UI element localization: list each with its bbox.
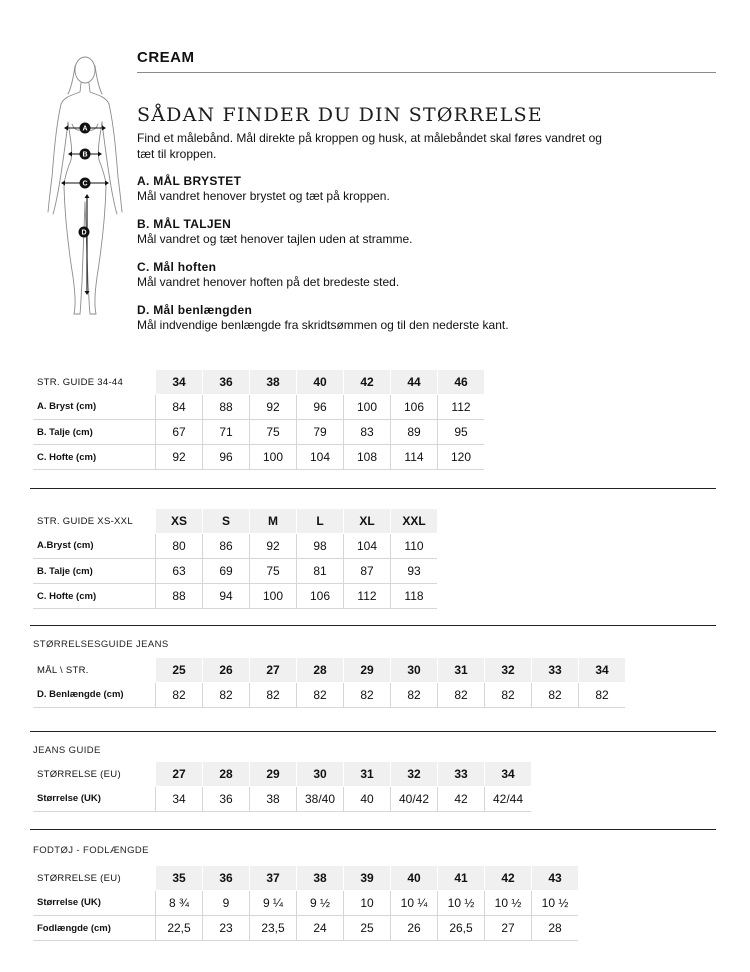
instruction-text: Mål indvendige benlængde fra skridtsømmen og til den nederste kant. <box>137 318 509 332</box>
table-cell: 92 <box>156 445 203 470</box>
table-header-row <box>33 762 531 787</box>
size-column-header: 42 <box>344 370 391 395</box>
table-cell: 38/40 <box>297 787 344 812</box>
instruction-hip <box>137 260 657 290</box>
table-cell: 82 <box>250 683 297 708</box>
table-cell: 25 <box>344 916 391 941</box>
size-column-header: S <box>203 509 250 534</box>
table-cell: 26,5 <box>438 916 485 941</box>
section-title-footwear: FODTØJ - FODLÆNGDE <box>33 845 149 856</box>
table-cell: 96 <box>203 445 250 470</box>
table-cell: 83 <box>344 420 391 445</box>
table-cell: 40/42 <box>391 787 438 812</box>
table-cell: 87 <box>344 559 391 584</box>
table-cell: 79 <box>297 420 344 445</box>
table-cell: 98 <box>297 534 344 559</box>
table-cell: 96 <box>297 395 344 420</box>
table-cell: 75 <box>250 559 297 584</box>
brand-underline <box>137 72 716 73</box>
table-cell: 82 <box>156 683 203 708</box>
row-label: D. Benlængde (cm) <box>33 683 156 708</box>
table-cell: 82 <box>344 683 391 708</box>
table-cell: 42/44 <box>485 787 532 812</box>
table-cell: 108 <box>344 445 391 470</box>
table-cell: 106 <box>391 395 438 420</box>
instruction-inseam <box>137 303 657 333</box>
table-cell: 82 <box>485 683 532 708</box>
row-label: Størrelse (UK) <box>33 787 156 812</box>
table-cell: 42 <box>438 787 485 812</box>
table-cell: 86 <box>203 534 250 559</box>
table-cell: 100 <box>250 445 297 470</box>
size-column-header: 46 <box>438 370 485 395</box>
table-cell: 82 <box>391 683 438 708</box>
table-cell: 93 <box>391 559 438 584</box>
size-column-header: 38 <box>250 370 297 395</box>
instruction-title: C. Mål hoften <box>137 260 217 274</box>
table-cell: 82 <box>203 683 250 708</box>
table-cell: 88 <box>203 395 250 420</box>
size-column-header: M <box>250 509 297 534</box>
size-column-header: 38 <box>297 866 344 891</box>
size-column-header: 28 <box>297 658 344 683</box>
table-cell: 10 ¼ <box>391 891 438 916</box>
table-cell: 10 ½ <box>438 891 485 916</box>
footwear-size-table <box>33 866 578 941</box>
size-column-header: XXL <box>391 509 438 534</box>
table-cell: 106 <box>297 584 344 609</box>
table-cell: 92 <box>250 534 297 559</box>
table-cell: 110 <box>391 534 438 559</box>
table-row <box>33 891 578 916</box>
instruction-title: D. Mål benlængden <box>137 303 253 317</box>
size-column-header: 27 <box>156 762 203 787</box>
table-cell: 112 <box>344 584 391 609</box>
table-cell: 9 <box>203 891 250 916</box>
table-cell: 82 <box>297 683 344 708</box>
table-row <box>33 534 437 559</box>
table-header-label: STR. GUIDE XS-XXL <box>37 515 133 527</box>
instruction-title: B. MÅL TALJEN <box>137 217 232 231</box>
size-column-header: 33 <box>532 658 579 683</box>
brand-name: CREAM <box>137 49 195 66</box>
table-cell: 89 <box>391 420 438 445</box>
section-divider <box>30 625 716 626</box>
size-column-header: 39 <box>344 866 391 891</box>
table-cell: 80 <box>156 534 203 559</box>
size-column-header: 32 <box>391 762 438 787</box>
marker-a-label: A <box>82 125 88 133</box>
size-column-header: 34 <box>156 370 203 395</box>
table-cell: 24 <box>297 916 344 941</box>
table-row <box>33 683 625 708</box>
size-column-header: 31 <box>344 762 391 787</box>
row-label: B. Talje (cm) <box>33 559 156 584</box>
row-label: A. Bryst (cm) <box>33 395 156 420</box>
table-cell: 69 <box>203 559 250 584</box>
size-guide-34-44-table <box>33 370 484 470</box>
table-cell: 23 <box>203 916 250 941</box>
size-column-header: 44 <box>391 370 438 395</box>
row-label: Størrelse (UK) <box>33 891 156 916</box>
table-cell: 23,5 <box>250 916 297 941</box>
size-column-header: 40 <box>391 866 438 891</box>
instruction-text: Mål vandret og tæt henover tajlen uden at stramme. <box>137 232 413 246</box>
row-label: C. Hofte (cm) <box>33 584 156 609</box>
row-label: A.Bryst (cm) <box>33 534 156 559</box>
table-cell: 100 <box>344 395 391 420</box>
size-column-header: 37 <box>250 866 297 891</box>
instruction-waist <box>137 217 657 247</box>
marker-c-label: C <box>82 180 88 188</box>
section-divider <box>30 488 716 489</box>
size-column-header: 43 <box>532 866 579 891</box>
table-cell: 88 <box>156 584 203 609</box>
table-header-row <box>33 658 625 683</box>
section-title-jeans-size-guide: STØRRELSESGUIDE JEANS <box>33 639 169 650</box>
table-cell: 38 <box>250 787 297 812</box>
instruction-text: Mål vandret henover brystet og tæt på kroppen. <box>137 189 390 203</box>
table-row <box>33 559 437 584</box>
table-cell: 63 <box>156 559 203 584</box>
table-cell: 10 <box>344 891 391 916</box>
table-header-label: STØRRELSE (EU) <box>37 872 121 884</box>
table-row <box>33 395 484 420</box>
table-header-row <box>33 866 578 891</box>
jeans-guide-table <box>33 762 531 812</box>
table-cell: 10 ½ <box>485 891 532 916</box>
table-cell: 36 <box>203 787 250 812</box>
table-cell: 95 <box>438 420 485 445</box>
table-cell: 8 ¾ <box>156 891 203 916</box>
table-cell: 100 <box>250 584 297 609</box>
row-label: B. Talje (cm) <box>33 420 156 445</box>
table-row <box>33 420 484 445</box>
intro-text: Find et målebånd. Mål direkte på kroppen og husk, at målebåndet skal føres vandret og tæt til kroppen. <box>137 131 602 161</box>
size-column-header: 32 <box>485 658 532 683</box>
size-column-header: 34 <box>579 658 626 683</box>
size-column-header: 34 <box>485 762 532 787</box>
table-header-row <box>33 509 437 534</box>
size-column-header: 29 <box>344 658 391 683</box>
size-column-header: 36 <box>203 866 250 891</box>
size-column-header: 36 <box>203 370 250 395</box>
table-cell: 82 <box>438 683 485 708</box>
table-cell: 27 <box>485 916 532 941</box>
size-column-header: L <box>297 509 344 534</box>
table-cell: 104 <box>344 534 391 559</box>
size-column-header: 33 <box>438 762 485 787</box>
instruction-text: Mål vandret henover hoften på det bredeste sted. <box>137 275 400 289</box>
table-row <box>33 445 484 470</box>
table-cell: 82 <box>532 683 579 708</box>
section-title-jeans-guide: JEANS GUIDE <box>33 745 101 756</box>
table-cell: 40 <box>344 787 391 812</box>
table-cell: 92 <box>250 395 297 420</box>
size-column-header: 42 <box>485 866 532 891</box>
table-cell: 84 <box>156 395 203 420</box>
size-column-header: 26 <box>203 658 250 683</box>
table-header-label: STØRRELSE (EU) <box>37 768 121 780</box>
table-cell: 104 <box>297 445 344 470</box>
size-column-header: 29 <box>250 762 297 787</box>
row-label: C. Hofte (cm) <box>33 445 156 470</box>
size-column-header: XS <box>156 509 203 534</box>
table-row <box>33 584 437 609</box>
table-cell: 34 <box>156 787 203 812</box>
size-column-header: 41 <box>438 866 485 891</box>
table-header-row <box>33 370 484 395</box>
instruction-title: A. MÅL BRYSTET <box>137 174 242 188</box>
table-cell: 75 <box>250 420 297 445</box>
table-cell: 9 ¼ <box>250 891 297 916</box>
table-cell: 10 ½ <box>532 891 579 916</box>
size-column-header: XL <box>344 509 391 534</box>
size-column-header: 27 <box>250 658 297 683</box>
table-cell: 114 <box>391 445 438 470</box>
row-label: Fodlængde (cm) <box>33 916 156 941</box>
size-guide-xs-xxl-table <box>33 509 437 609</box>
table-cell: 118 <box>391 584 438 609</box>
table-cell: 82 <box>579 683 626 708</box>
instruction-bust <box>137 174 657 204</box>
table-header-label: MÅL \ STR. <box>37 664 89 676</box>
page-headline: SÅDAN FINDER DU DIN STØRRELSE <box>137 104 543 126</box>
size-column-header: 40 <box>297 370 344 395</box>
table-cell: 112 <box>438 395 485 420</box>
size-column-header: 30 <box>297 762 344 787</box>
table-cell: 71 <box>203 420 250 445</box>
section-divider <box>30 731 716 732</box>
table-cell: 120 <box>438 445 485 470</box>
table-cell: 67 <box>156 420 203 445</box>
table-cell: 22,5 <box>156 916 203 941</box>
size-column-header: 35 <box>156 866 203 891</box>
jeans-inseam-table <box>33 658 625 708</box>
table-row <box>33 916 578 941</box>
size-column-header: 28 <box>203 762 250 787</box>
body-measurement-figure <box>40 52 130 322</box>
table-header-label: STR. GUIDE 34-44 <box>37 376 124 388</box>
section-divider <box>30 829 716 830</box>
table-cell: 9 ½ <box>297 891 344 916</box>
size-column-header: 31 <box>438 658 485 683</box>
table-row <box>33 787 531 812</box>
marker-d-label: D <box>81 229 87 237</box>
marker-b-label: B <box>82 151 88 159</box>
size-column-header: 25 <box>156 658 203 683</box>
table-cell: 28 <box>532 916 579 941</box>
table-cell: 81 <box>297 559 344 584</box>
size-column-header: 30 <box>391 658 438 683</box>
table-cell: 94 <box>203 584 250 609</box>
table-cell: 26 <box>391 916 438 941</box>
